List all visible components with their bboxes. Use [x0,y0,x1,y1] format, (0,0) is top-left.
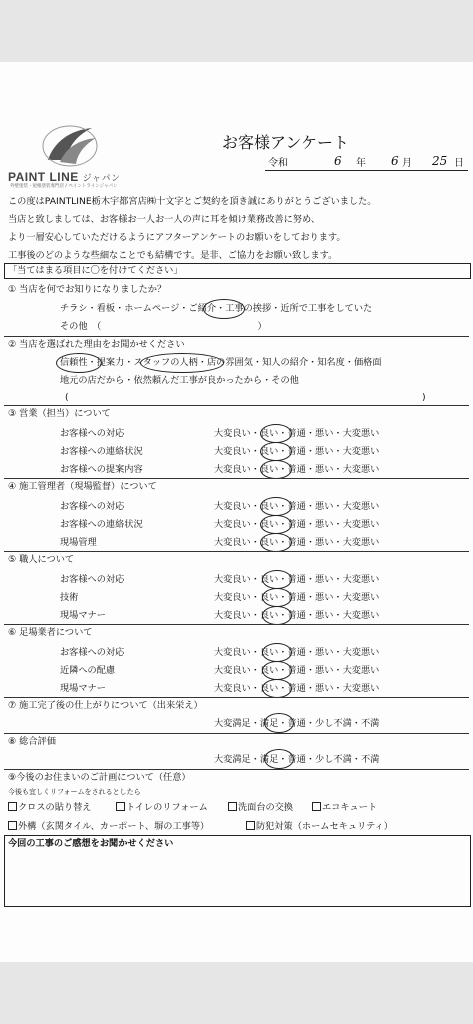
intro-line-1: この度はPAINTLINE栃木宇都宮店㈱十文字とご契約を頂き誠にありがとうございました。 [8,196,377,207]
q6-scale-2: 大変良い・良い・普通・悪い・大変悪い [214,665,380,676]
q2-other-open: ( [65,392,69,403]
q3-answer-circle-2 [260,442,292,461]
date-month-unit: 月 [402,158,412,169]
q7-title: ⑦ 施工完了後の仕上がりについて（出来栄え） [8,700,203,711]
intro-line-4: 工事後のどのような些細なことでも結構です。是非、ご協力をお願い致します。 [8,250,338,261]
q9-option-exterior[interactable]: 外構（玄関タイル、カーポート、塀の工事等） [8,821,209,833]
date-underline [265,170,468,171]
q3-scale-2: 大変良い・良い・普通・悪い・大変悪い [214,446,380,457]
divider [4,551,469,552]
q1-options: チラシ・看板・ホームページ・ご紹介・工事の挨拶・近所で工事をしていた [60,303,373,314]
q9-option-cross[interactable]: クロスの貼り替え [8,802,92,814]
q8-scale: 大変満足・満足・普通・少し不満・不満 [214,754,380,765]
date-year: 6 [334,154,342,168]
q1-title: ① 当店を何でお知りになりましたか？ [8,284,167,295]
logo-tagline: 外壁塗装・屋根塗装専門店 / ペイントラインジャパン [10,184,118,189]
q6-scale-1: 大変良い・良い・普通・悪い・大変悪い [214,647,380,658]
divider [4,405,469,406]
checkbox-icon[interactable] [312,802,321,811]
comment-title: 今回の工事のご感想をお聞かせください [8,838,174,849]
q6-answer-circle-2 [262,661,292,680]
q3-answer-circle-3 [260,460,292,479]
q4-answer-circle-2 [260,515,292,534]
q8-answer-circle [264,749,294,769]
divider [4,336,469,337]
date-month: 6 [391,154,399,168]
date-year-unit: 年 [356,158,366,169]
checkbox-icon[interactable] [246,821,255,830]
q4-answer-circle-3 [260,533,292,552]
q9-title: ⑨今後のお住まいのご計画について（任意） [8,772,191,783]
q6-scale-3: 大変良い・良い・普通・悪い・大変悪い [214,683,380,694]
divider [4,697,469,698]
checkbox-icon[interactable] [8,821,17,830]
divider [4,733,469,734]
q5-item-2: 技術 [60,592,79,603]
q4-scale-3: 大変良い・良い・普通・悪い・大変悪い [214,537,380,548]
date-era: 令和 [268,158,288,169]
checkbox-icon[interactable] [228,802,237,811]
checkbox-icon[interactable] [116,802,125,811]
q1-answer-circle [203,299,245,319]
page-title: お客様アンケート [222,133,350,152]
q3-item-2: お客様への連絡状況 [60,446,143,457]
q3-item-1: お客様への対応 [60,428,125,439]
q4-scale-2: 大変良い・良い・普通・悪い・大変悪い [214,519,380,530]
q3-title: ③ 営業（担当）について [8,408,111,419]
q2-answer-circle-2 [140,353,224,373]
q9-note: 今後も宜しくリフォームをされるとしたら [8,788,141,796]
q2-other-close: ) [422,392,426,403]
q5-answer-circle-1 [262,570,292,589]
q4-item-1: お客様への対応 [60,501,125,512]
q2-answer-circle-1 [56,353,102,373]
date-day-unit: 日 [454,158,464,169]
q4-scale-1: 大変良い・良い・普通・悪い・大変悪い [214,501,380,512]
intro-line-3: より一層安心していただけるようにアフターアンケートのお願いをしております。 [8,232,346,243]
q7-scale: 大変満足・満足・普通・少し不満・不満 [214,718,380,729]
q9-option-sink[interactable]: 洗面台の交換 [228,802,293,814]
q4-item-2: お客様への連絡状況 [60,519,143,530]
q4-title: ④ 施工管理者（現場監督）について [8,481,157,492]
q5-answer-circle-3 [262,606,292,625]
q6-answer-circle-3 [262,679,292,698]
q5-title: ⑤ 職人について [8,554,75,565]
instruction-text: 「当てはまる項目に〇を付けてください」 [8,265,183,276]
paintline-logo-icon [40,120,100,170]
q3-item-3: お客様への提案内容 [60,464,143,475]
q5-item-3: 現場マナー [60,610,106,621]
q6-item-2: 近隣への配慮 [60,665,116,676]
q9-option-toilet[interactable]: トイレのリフォーム [116,802,208,814]
q4-answer-circle-1 [260,497,292,516]
q1-other: その他 （ ） [60,321,267,332]
intro-line-2: 当店と致しましては、お客様お一人お一人の声に耳を傾け業務改善に努め、 [8,214,321,225]
q5-answer-circle-2 [262,588,292,607]
q9-option-security[interactable]: 防犯対策（ホームセキュリティ） [246,821,393,833]
q8-title: ⑧ 総合評価 [8,736,56,747]
q6-item-3: 現場マナー [60,683,106,694]
q2-options-1: 信頼性・提案力・スタッフの人柄・店の雰囲気・知人の紹介・知名度・価格面 [60,357,382,368]
q6-item-1: お客様への対応 [60,647,125,658]
q5-scale-2: 大変良い・良い・普通・悪い・大変悪い [214,592,380,603]
q9-option-ecocute[interactable]: エコキュート [312,802,377,814]
divider [4,769,469,770]
q3-scale-1: 大変良い・良い・普通・悪い・大変悪い [214,428,380,439]
q6-title: ⑥ 足場業者について [8,627,93,638]
checkbox-icon[interactable] [8,802,17,811]
q3-scale-3: 大変良い・良い・普通・悪い・大変悪い [214,464,380,475]
q2-options-2: 地元の店だから・依然頼んだ工事が良かったから・その他 [60,375,299,386]
q5-scale-3: 大変良い・良い・普通・悪い・大変悪い [214,610,380,621]
q6-answer-circle-1 [262,643,292,662]
q3-answer-circle-1 [260,424,292,443]
divider [4,478,469,479]
date-day: 25 [432,154,448,168]
divider [4,624,469,625]
q5-item-1: お客様への対応 [60,574,125,585]
q2-title: ② 当店を選ばれた理由をお聞かせください [8,339,185,350]
q4-item-3: 現場管理 [60,537,97,548]
q5-scale-1: 大変良い・良い・普通・悪い・大変悪い [214,574,380,585]
q7-answer-circle [264,713,294,733]
logo-brand: PAINT LINE ジャパン [8,170,121,184]
